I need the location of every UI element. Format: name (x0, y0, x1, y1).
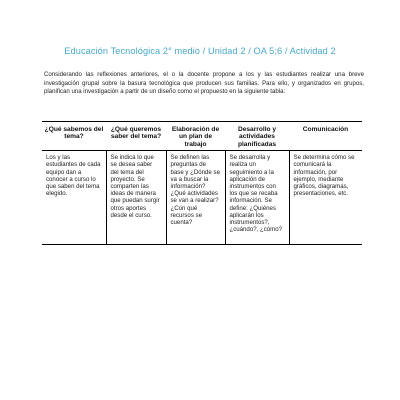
activity-table (42, 121, 362, 245)
cell-development: Se desarrolla y realiza un seguimiento a la aplicación de instrumentos con los que se recaba información. Se define: ¿Quiénes aplicarán los instrumentos?, ¿cuándo?, ¿cómo? (225, 151, 289, 245)
table-header-row (42, 122, 362, 151)
cell-work-plan: Se definen las preguntas de base y ¿Dónde se va a buscar la información? ¿Qué actividades se van a realizar? ¿Con qué recursos se cuenta? (166, 151, 225, 245)
header-development: Desarrollo y actividades planificadas (225, 122, 289, 151)
header-communication: Comunicación (289, 122, 362, 151)
header-what-we-want-to-know: ¿Qué queremos saber del tema? (106, 122, 166, 151)
document-title: Educación Tecnológica 2° medio / Unidad 2 / OA 5;6 / Actividad 2 (64, 46, 336, 56)
header-work-plan: Elaboración de un plan de trabajo (166, 122, 225, 151)
intro-paragraph: Considerando las reflexiones anteriores, el o la docente propone a los y las estudiantes realizar una breve investigación grupal sobre la basura tecnológica que producen sus familias. Para ello, y organizados en grupos, planifican una investigación a partir de un diseño como el propuesto en la siguiente tabla: (44, 71, 364, 96)
cell-what-we-know: Los y las estudiantes de cada equipo dan a conocer a curso lo que saben del tema elegido. (42, 151, 106, 245)
header-what-we-know: ¿Qué sabemos del tema? (42, 122, 106, 151)
cell-communication: Se determina cómo se comunicará la información, por ejemplo, mediante gráficos, diagramas, presentaciones, etc. (289, 151, 362, 245)
table-row (42, 151, 362, 245)
cell-what-we-want-to-know: Se indica lo que se desea saber del tema del proyecto. Se comparten las ideas de manera que puedan surgir otros aportes desde el curso. (106, 151, 166, 245)
